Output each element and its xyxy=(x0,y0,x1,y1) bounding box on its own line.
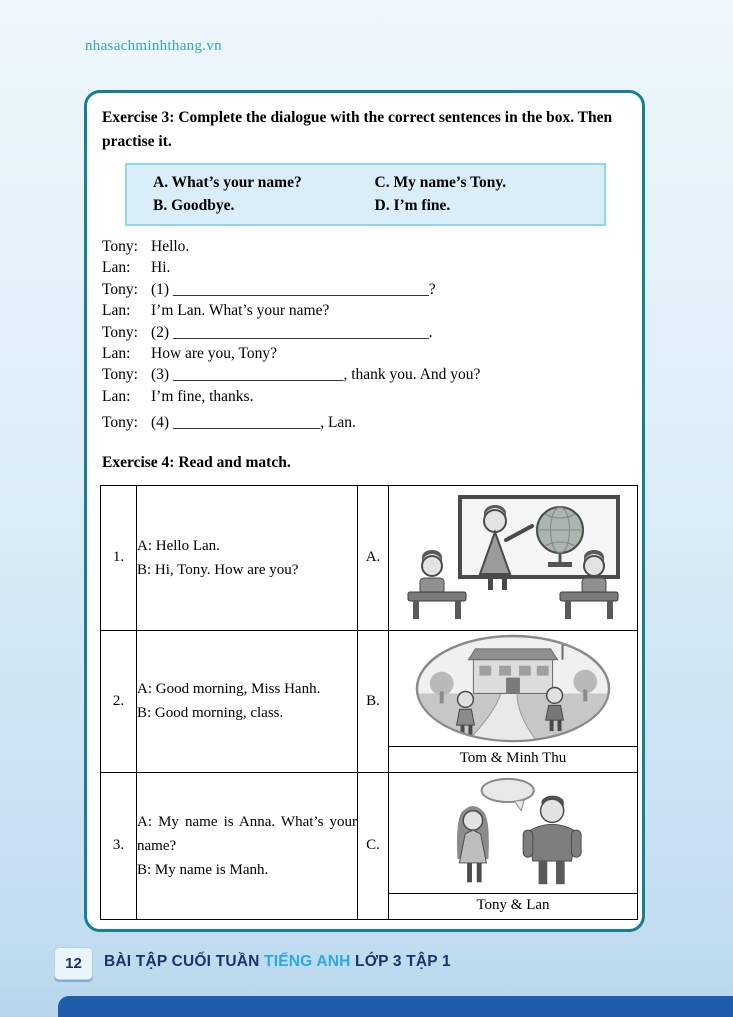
classroom-illustration xyxy=(389,490,637,626)
speaker-label: Tony: xyxy=(102,280,138,298)
row-dialogue-line-b: B: Good morning, class. xyxy=(137,705,284,722)
dialogue-line xyxy=(102,386,628,407)
match-row-1 xyxy=(101,485,638,630)
speaker-label: Lan: xyxy=(102,345,131,363)
dialogue-text: (1) _________________________________? xyxy=(151,280,436,298)
row-dialogue xyxy=(137,485,358,630)
dialogue-line xyxy=(102,343,628,364)
match-letter: C. xyxy=(358,772,389,919)
row-dialogue-line-a: A: Hello Lan. xyxy=(137,537,220,554)
exercise4-title: Exercise 4: Read and match. xyxy=(102,453,291,471)
page-number-badge xyxy=(54,947,93,980)
match-letter: A. xyxy=(358,485,389,630)
dialogue-text: How are you, Tony? xyxy=(151,345,278,363)
exercise3-title: Exercise 3: Complete the dialogue with the correct sentences in the box. Then practise it. xyxy=(102,109,613,151)
dialogue-text: I’m Lan. What’s your name? xyxy=(151,302,330,320)
match-row-3 xyxy=(101,772,638,919)
speaker-label: Tony: xyxy=(102,238,138,256)
people-talking-icon xyxy=(417,776,609,890)
dialogue-text: I’m fine, thanks. xyxy=(151,387,254,405)
speaker-label: Tony: xyxy=(102,323,138,341)
row-dialogue-line-a: A: Good morning, Miss Hanh. xyxy=(137,681,321,698)
dialogue-line xyxy=(102,257,628,278)
speaker-label: Lan: xyxy=(102,302,131,320)
image-caption: Tony & Lan xyxy=(389,893,637,919)
row-dialogue-line-b: B: Hi, Tony. How are you? xyxy=(137,561,299,578)
row-dialogue-line-b: B: My name is Manh. xyxy=(137,861,269,878)
dialogue-block xyxy=(102,236,628,434)
match-letter: B. xyxy=(358,630,389,772)
people-talking-illustration xyxy=(389,773,637,893)
classroom-scene-icon xyxy=(402,493,624,623)
speaker-label: Lan: xyxy=(102,259,131,277)
dialogue-text: Hi. xyxy=(151,259,171,277)
dialogue-text: (3) ______________________, thank you. And you? xyxy=(151,366,481,384)
option-d: D. I’m fine. xyxy=(374,197,451,215)
page-number: 12 xyxy=(65,955,82,972)
bottom-decorative-bar xyxy=(58,996,733,1017)
answer-options-box xyxy=(125,163,606,226)
row-number: 3. xyxy=(101,772,137,919)
dialogue-line-blank-1 xyxy=(102,279,628,300)
dialogue-text: (4) ___________________, Lan. xyxy=(151,414,356,432)
dialogue-line-blank-3 xyxy=(102,364,628,385)
speaker-label: Tony: xyxy=(102,366,138,384)
dialogue-line xyxy=(102,236,628,257)
option-c: C. My name’s Tony. xyxy=(374,174,507,192)
option-a: A. What’s your name? xyxy=(153,174,302,192)
dialogue-text: Hello. xyxy=(151,238,190,256)
row-dialogue xyxy=(137,630,358,772)
option-b: B. Goodbye. xyxy=(153,197,235,215)
school-scene-icon xyxy=(414,634,612,743)
match-image-cell xyxy=(389,485,638,630)
watermark-text: nhasachminhthang.vn xyxy=(85,38,222,54)
book-title-part1: BÀI TẬP CUỐI TUẦN xyxy=(104,953,265,970)
match-image-cell xyxy=(389,630,638,772)
book-title-part2: LỚP 3 TẬP 1 xyxy=(350,953,451,970)
worksheet-card xyxy=(84,90,645,932)
match-row-2 xyxy=(101,630,638,772)
row-dialogue xyxy=(137,772,358,919)
dialogue-line-blank-4 xyxy=(102,412,628,433)
book-title-highlight: TIẾNG ANH xyxy=(264,953,351,970)
speaker-label: Lan: xyxy=(102,387,131,405)
match-image-cell xyxy=(389,772,638,919)
dialogue-line xyxy=(102,300,628,321)
dialogue-text: (2) _________________________________. xyxy=(151,323,433,341)
image-caption: Tom & Minh Thu xyxy=(389,746,637,772)
row-dialogue-line-a: A: My name is Anna. What’s your name? xyxy=(137,813,357,854)
match-table xyxy=(100,485,638,920)
row-number: 1. xyxy=(101,485,137,630)
row-number: 2. xyxy=(101,630,137,772)
dialogue-line-blank-2 xyxy=(102,322,628,343)
speaker-label: Tony: xyxy=(102,414,138,432)
book-title xyxy=(104,953,451,971)
school-illustration xyxy=(389,631,637,746)
